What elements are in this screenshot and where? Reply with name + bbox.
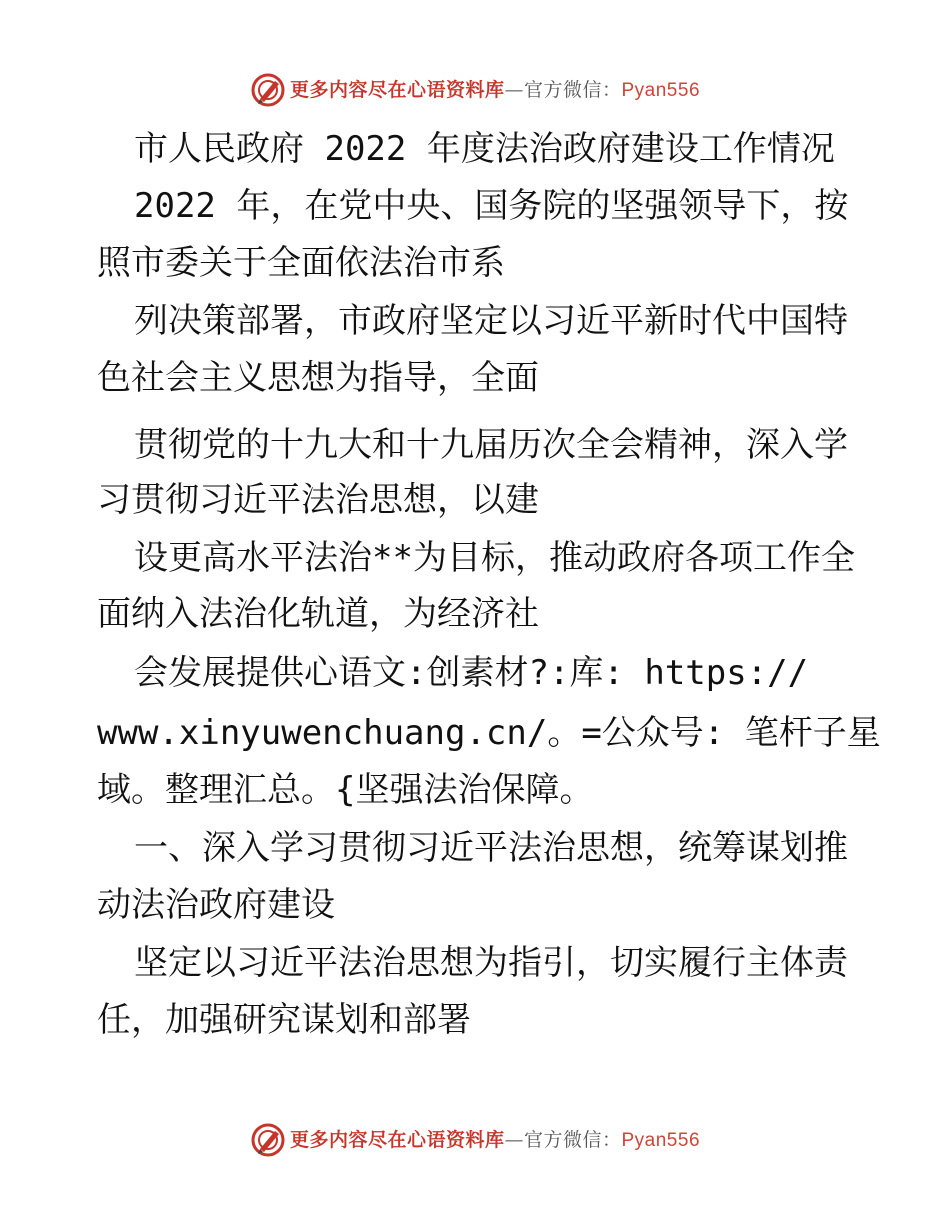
doc-line: 域。整理汇总。{坚强法治保障。 bbox=[97, 770, 594, 810]
doc-section-heading: 一、深入学习贯彻习近平法治思想，统筹谋划推 bbox=[134, 828, 848, 868]
watermark-wechat-id: Pyan556 bbox=[621, 1129, 701, 1151]
header-watermark bbox=[0, 68, 950, 112]
doc-line: www.xinyuwenchuang.cn/。=公众号: 笔杆子星 bbox=[97, 713, 881, 753]
doc-line: 会发展提供心语文:创素材?:库: https:// bbox=[134, 653, 809, 693]
doc-line: 2022 年，在党中央、国务院的坚强领导下，按 bbox=[134, 186, 849, 226]
doc-line: 任，加强研究谋划和部署 bbox=[97, 1000, 471, 1040]
watermark-label: 官方微信： bbox=[523, 1128, 622, 1151]
doc-title: 市人民政府 2022 年度法治政府建设工作情况 bbox=[134, 129, 835, 169]
doc-line: 贯彻党的十九大和十九届历次全会精神，深入学 bbox=[134, 425, 848, 465]
doc-line: 色社会主义思想为指导，全面 bbox=[97, 358, 539, 398]
watermark-dash: — bbox=[504, 1128, 524, 1151]
doc-section-heading-cont: 动法治政府建设 bbox=[97, 885, 335, 925]
doc-line: 面纳入法治化轨道，为经济社 bbox=[97, 594, 539, 634]
doc-line: 习贯彻习近平法治思想，以建 bbox=[97, 480, 539, 520]
doc-line: 列决策部署，市政府坚定以习近平新时代中国特 bbox=[134, 301, 848, 341]
watermark-dash: — bbox=[504, 78, 524, 101]
doc-line: 设更高水平法治**为目标，推动政府各项工作全 bbox=[134, 538, 855, 578]
footer-watermark bbox=[0, 1118, 950, 1162]
watermark-label: 官方微信： bbox=[523, 78, 622, 101]
doc-line: 坚定以习近平法治思想为指引，切实履行主体责 bbox=[134, 943, 848, 983]
watermark-site-text: 更多内容尽在心语资料库 bbox=[289, 1128, 505, 1151]
watermark-site-text: 更多内容尽在心语资料库 bbox=[289, 78, 505, 101]
pen-seal-icon bbox=[250, 1122, 286, 1158]
watermark-wechat-id: Pyan556 bbox=[621, 79, 701, 101]
doc-line: 照市委关于全面依法治市系 bbox=[97, 243, 505, 283]
pen-seal-icon bbox=[250, 72, 286, 108]
